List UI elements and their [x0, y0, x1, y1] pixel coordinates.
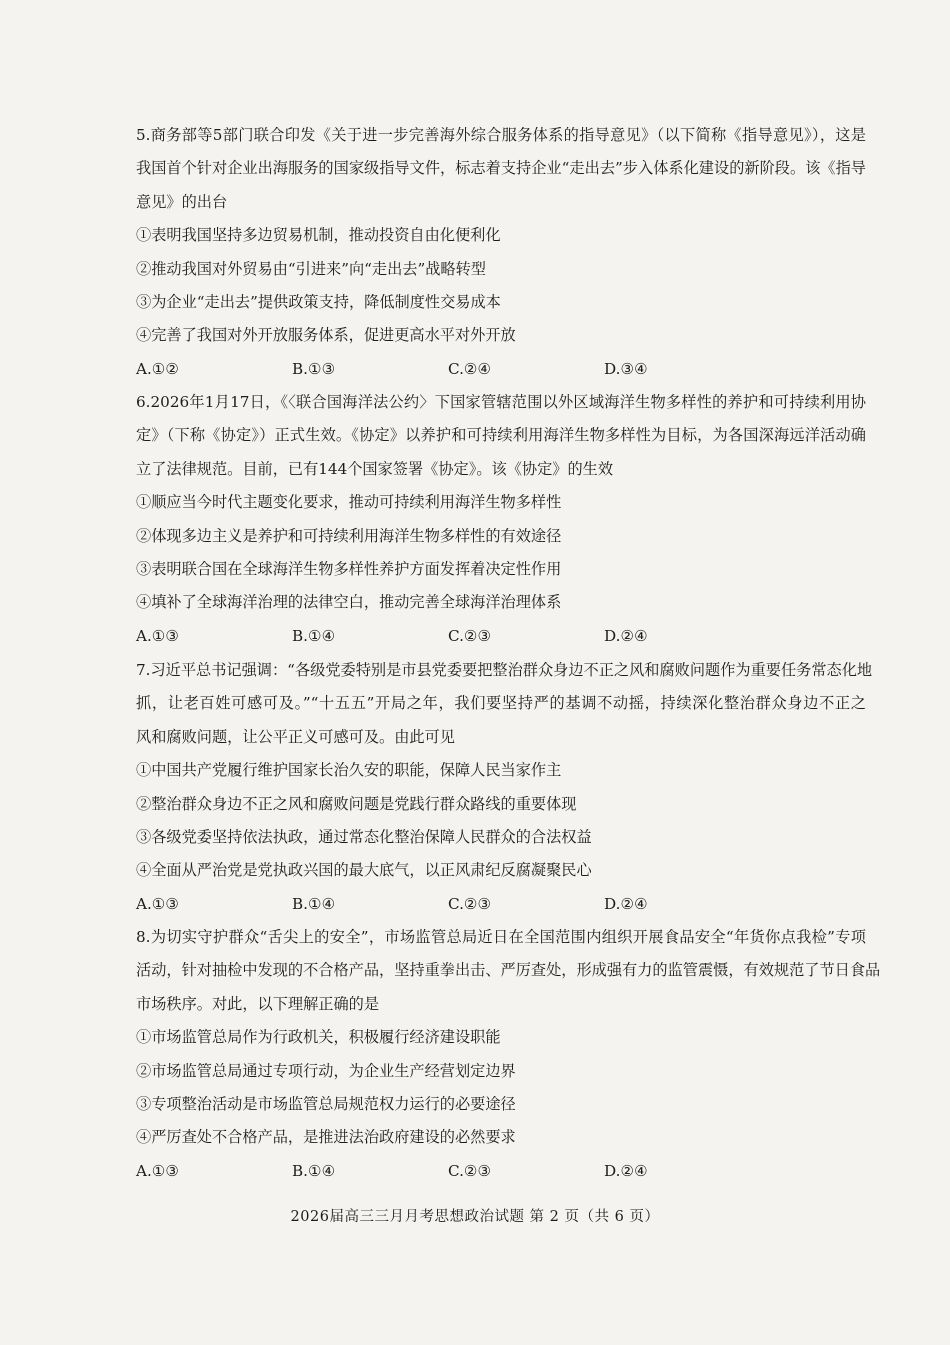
choice-b: B.①③: [292, 359, 336, 378]
statement-option: ④填补了全球海洋治理的法律空白，推动完善全球海洋治理体系: [136, 593, 562, 612]
question-stem-line: 活动，针对抽检中发现的不合格产品，坚持重拳出击、严厉查处，形成强有力的监管震慑，有效规范了节日食品: [136, 961, 881, 980]
statement-option: ③各级党委坚持依法执政，通过常态化整治保障人民群众的合法权益: [136, 827, 592, 846]
statement-option: ②市场监管总局通过专项行动，为企业生产经营划定边界: [136, 1061, 516, 1080]
statement-option: ①中国共产党履行维护国家长治久安的职能，保障人民当家作主: [136, 761, 562, 780]
answer-choices: [136, 353, 866, 386]
question-stem-line: 5.商务部等5部门联合印发《关于进一步完善海外综合服务体系的指导意见》（以下简称《指导意见》），这是: [136, 126, 866, 144]
question-5: [136, 119, 866, 386]
choice-c: C.②③: [448, 1161, 492, 1180]
question-8: [136, 921, 881, 1188]
statement-option: ④全面从严治党是党执政兴国的最大底气，以正风肃纪反腐凝聚民心: [136, 861, 592, 880]
question-stem-line: 7.习近平总书记强调：“各级党委特别是市县党委要把整治群众身边不正之风和腐败问题作为重要任务常态化地: [136, 661, 873, 679]
statement-option: ①表明我国坚持多边贸易机制，推动投资自由化便利化: [136, 226, 501, 245]
choice-c: C.②③: [448, 626, 492, 645]
statement-option: ④完善了我国对外开放服务体系，促进更高水平对外开放: [136, 326, 516, 345]
question-stem-line: 立了法律规范。目前，已有144个国家签署《协定》。该《协定》的生效: [136, 459, 614, 478]
statement-option: ④严厉查处不合格产品，是推进法治政府建设的必然要求: [136, 1128, 516, 1147]
choice-d: D.③④: [604, 359, 648, 378]
statement-option: ③表明联合国在全球海洋生物多样性养护方面发挥着决定性作用: [136, 559, 562, 578]
choice-a: A.①③: [136, 626, 180, 645]
statement-option: ③为企业“走出去”提供政策支持，降低制度性交易成本: [136, 292, 501, 311]
choice-a: A.①③: [136, 894, 180, 913]
choice-b: B.①④: [292, 894, 336, 913]
statement-option: ①顺应当今时代主题变化要求，推动可持续利用海洋生物多样性: [136, 493, 562, 512]
question-stem-line: 风和腐败问题，让公平正义可感可及。由此可见: [136, 727, 455, 746]
choice-c: C.②③: [448, 894, 492, 913]
statement-option: ②体现多边主义是养护和可持续利用海洋生物多样性的有效途径: [136, 526, 562, 545]
page-footer: 2026届高三三月月考思想政治试题 第 2 页（共 6 页）: [290, 1209, 660, 1225]
question-stem-line: 抓，让老百姓可感可及。”“十五五”开局之年，我们要坚持严的基调不动摇，持续深化整治群众身边不正之: [136, 694, 866, 713]
choice-c: C.②④: [448, 359, 492, 378]
question-7: [136, 654, 873, 921]
statement-option: ②整治群众身边不正之风和腐败问题是党践行群众路线的重要体现: [136, 794, 577, 813]
question-stem-line: 8.为切实守护群众“舌尖上的安全”，市场监管总局近日在全国范围内组织开展食品安全“年货你点我检”专项: [136, 928, 866, 946]
question-stem-line: 定》（下称《协定》）正式生效。《协定》以养护和可持续利用海洋生物多样性为目标，为各国深海远洋活动确: [136, 426, 866, 445]
choice-a: A.①③: [136, 1161, 180, 1180]
statement-option: ①市场监管总局作为行政机关，积极履行经济建设职能: [136, 1028, 501, 1047]
question-stem-line: 我国首个针对企业出海服务的国家级指导文件，标志着支持企业“走出去”步入体系化建设的新阶段。该《指导: [136, 159, 866, 178]
choice-d: D.②④: [604, 894, 648, 913]
statement-option: ③专项整治活动是市场监管总局规范权力运行的必要途径: [136, 1094, 516, 1113]
statement-option: ②推动我国对外贸易由“引进来”向“走出去”战略转型: [136, 259, 486, 278]
choice-a: A.①②: [136, 359, 180, 378]
answer-choices: [136, 888, 866, 921]
question-stem-line: 6.2026年1月17日，《〈联合国海洋法公约〉下国家管辖范围以外区域海洋生物多样性的养护和可持续利用协: [136, 393, 866, 411]
question-stem-line: 意见》的出台: [136, 192, 228, 211]
answer-choices: [136, 1155, 866, 1188]
choice-b: B.①④: [292, 626, 336, 645]
question-6: [136, 386, 866, 653]
answer-choices: [136, 620, 866, 653]
question-stem-line: 市场秩序。对此，以下理解正确的是: [136, 994, 379, 1013]
choice-d: D.②④: [604, 626, 648, 645]
choice-d: D.②④: [604, 1161, 648, 1180]
choice-b: B.①④: [292, 1161, 336, 1180]
